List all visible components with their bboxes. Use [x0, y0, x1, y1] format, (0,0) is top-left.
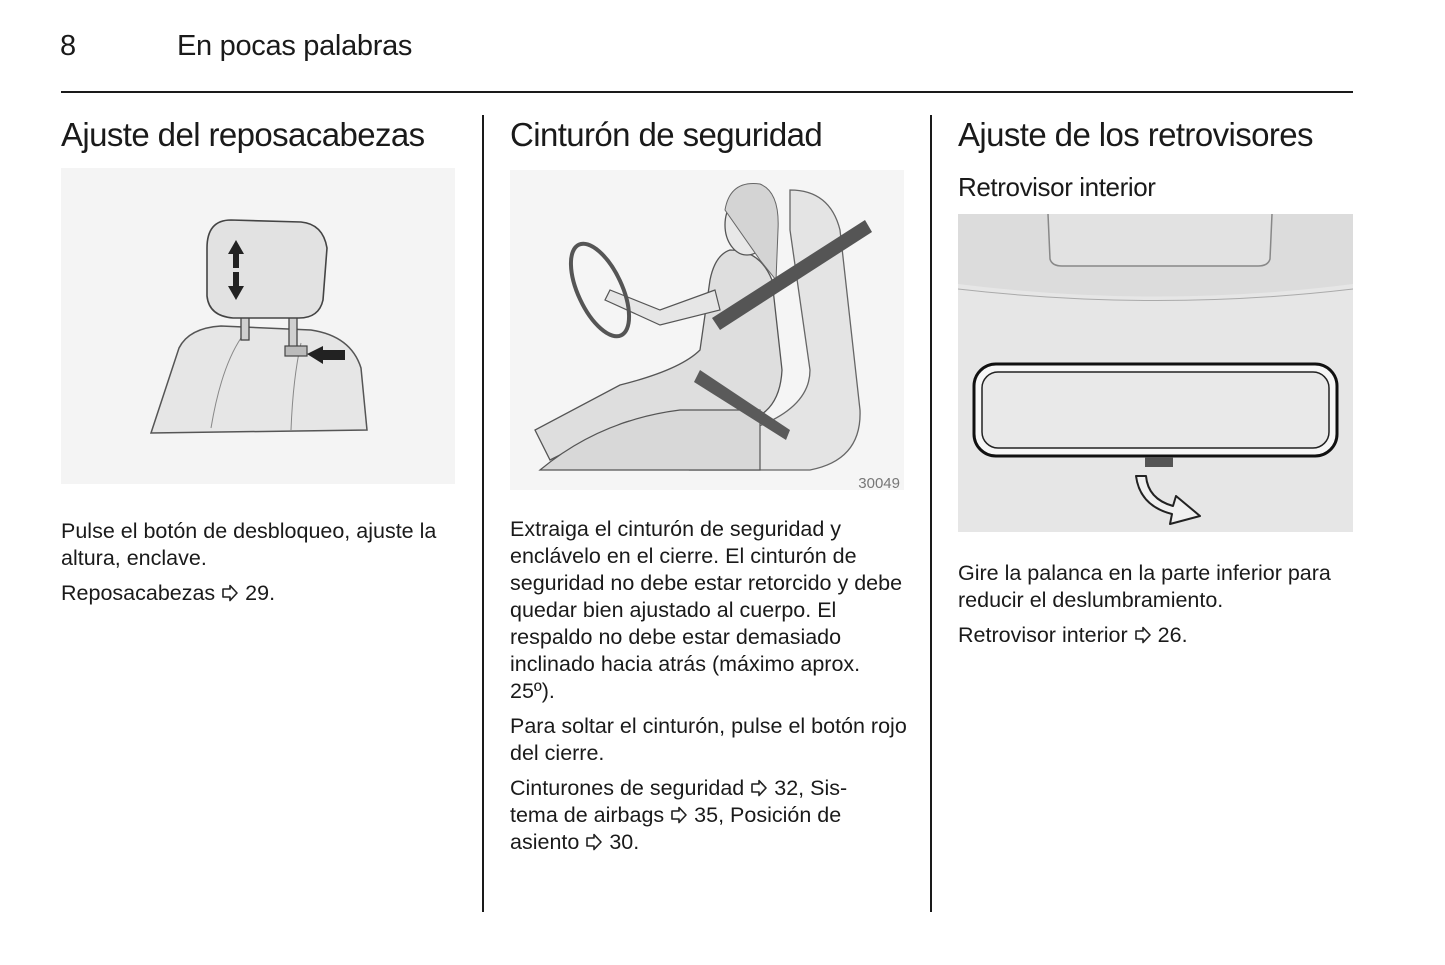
header-rule	[61, 91, 1353, 93]
page-reference[interactable]: tema de airbags 35	[510, 803, 719, 827]
section-paragraph: Extraiga el cinturón de seguridad y enclávelo en el cierre. El cinturón de seguridad no debe estar retorcido y debe quedar bien ajustado al cuerpo. El respaldo no debe estar demasiado inclinado hacia atrás (máximo aprox. 25º).	[510, 517, 903, 703]
section-seat-belt	[510, 114, 910, 856]
headrest-illustration	[61, 168, 455, 484]
interior-mirror-illustration	[958, 214, 1353, 532]
section-title: Cinturón de seguridad	[510, 116, 823, 153]
arrow-right-outline-icon	[750, 779, 768, 797]
column-divider-2	[930, 115, 932, 912]
arrow-right-outline-icon	[1134, 626, 1152, 644]
section-paragraph: Para soltar el cinturón, pulse el botón rojo del cierre.	[510, 714, 907, 765]
section-title: Ajuste del reposacabezas	[61, 116, 425, 153]
page-reference[interactable]: Retrovisor interior 26.	[958, 623, 1188, 647]
page-reference[interactable]: asiento 30	[510, 830, 634, 854]
arrow-right-outline-icon	[585, 833, 603, 851]
section-subtitle: Retrovisor interior	[958, 172, 1156, 202]
section-paragraph: Pulse el botón de desbloqueo, ajuste la altura, enclave.	[61, 519, 437, 570]
column-divider-1	[482, 115, 484, 912]
arrow-right-outline-icon	[221, 584, 239, 602]
page-reference[interactable]: Reposacabezas 29.	[61, 581, 276, 605]
page-reference[interactable]: Cinturones de seguridad 32	[510, 776, 799, 800]
section-title: Ajuste de los retrovisores	[958, 116, 1313, 153]
page-references: Cinturones de seguridad 32, Sis- tema de airbags 35, Posición de asiento 30.	[510, 776, 848, 854]
section-paragraph: Gire la palanca en la parte inferior para reducir el deslumbramiento.	[958, 561, 1331, 612]
section-headrest	[61, 114, 457, 607]
section-mirrors	[958, 114, 1354, 649]
seat-belt-illustration	[510, 170, 904, 490]
arrow-right-outline-icon	[670, 806, 688, 824]
illustration-code: 30049	[858, 475, 900, 492]
chapter-title: En pocas palabras	[177, 30, 413, 62]
page-number: 8	[60, 30, 77, 62]
